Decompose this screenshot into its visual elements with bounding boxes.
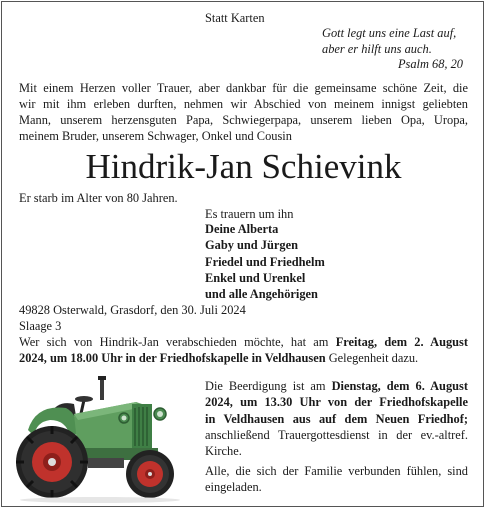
intro-paragraph (19, 80, 468, 144)
closing-line-2: eingeladen. (205, 480, 262, 495)
funeral-paragraph (205, 378, 468, 459)
age-text: Er starb im Alter von 80 Jahren. (19, 191, 178, 205)
intro-line-4: meinem Bruder, unserem Schwager, Onkel und Cousin (19, 129, 292, 143)
quote-reference: Psalm 68, 20 (397, 57, 463, 71)
farewell-line-1-text: Wer sich von Hindrik-Jan verabschieden möchte, hat am (19, 335, 336, 349)
quote-line-1: Gott legt uns eine Last auf, (322, 26, 457, 40)
place-date: 49828 Osterwald, Grasdorf, den 30. Juli 2024 (19, 303, 246, 317)
intro-line-3: Mann, unserem herzensguten Papa, Schwiegerpapa, unserem lieben Opa, Uropa, (19, 113, 468, 127)
closing-paragraph (205, 463, 468, 496)
farewell-line-2 (19, 350, 468, 366)
funeral-line-5: Kirche. (205, 444, 242, 459)
mourner-5: und alle Angehörigen (205, 287, 318, 302)
mourner-3: Friedel und Friedhelm (205, 254, 325, 269)
funeral-line-3: in Veldhausen aus auf dem Neuen Friedhof; (205, 411, 468, 426)
mourner-4: Enkel und Urenkel (205, 270, 306, 285)
closing-line-1: Alle, die sich der Familie verbunden fühlen, sind (205, 464, 468, 478)
farewell-paragraph (19, 334, 468, 366)
street: Slaage 3 (19, 319, 62, 333)
funeral-date: Dienstag, dem 6. August (331, 379, 468, 393)
tractor-image (14, 374, 186, 504)
funeral-line-1-text: Die Beerdigung ist am (205, 379, 332, 393)
mourners-intro: Es trauern um ihn (205, 207, 294, 221)
mourners-list (205, 221, 325, 302)
intro-line-1: Mit einem Herzen voller Trauer, aber dankbar für die gemeinsame schöne Zeit, die (19, 81, 468, 95)
mourner-1: Deine Alberta (205, 222, 279, 236)
farewell-time-place: 2024, um 18.00 Uhr in der Friedhofskapelle in Veldhausen (19, 351, 326, 365)
farewell-line-1 (19, 334, 468, 350)
mourner-2: Gaby und Jürgen (205, 238, 298, 253)
farewell-date: Freitag, dem 2. August (335, 335, 468, 349)
farewell-line-2-text: Gelegenheit dazu. (325, 351, 419, 365)
quote-line-2: aber er hilft uns auch. (322, 42, 432, 56)
intro-line-2: wir mit ihm erleben durften, nehmen wir Abschied von meinem innigst geliebten (19, 97, 468, 111)
funeral-line-1 (205, 378, 468, 394)
funeral-line-2: 2024, um 13.30 Uhr von der Friedhofskapelle (205, 395, 468, 410)
funeral-line-4: anschließend Trauergottesdienst in der ev.-altref. (205, 427, 468, 442)
statt-karten: Statt Karten (205, 11, 265, 25)
deceased-name: Hindrik-Jan Schievink (85, 147, 402, 186)
